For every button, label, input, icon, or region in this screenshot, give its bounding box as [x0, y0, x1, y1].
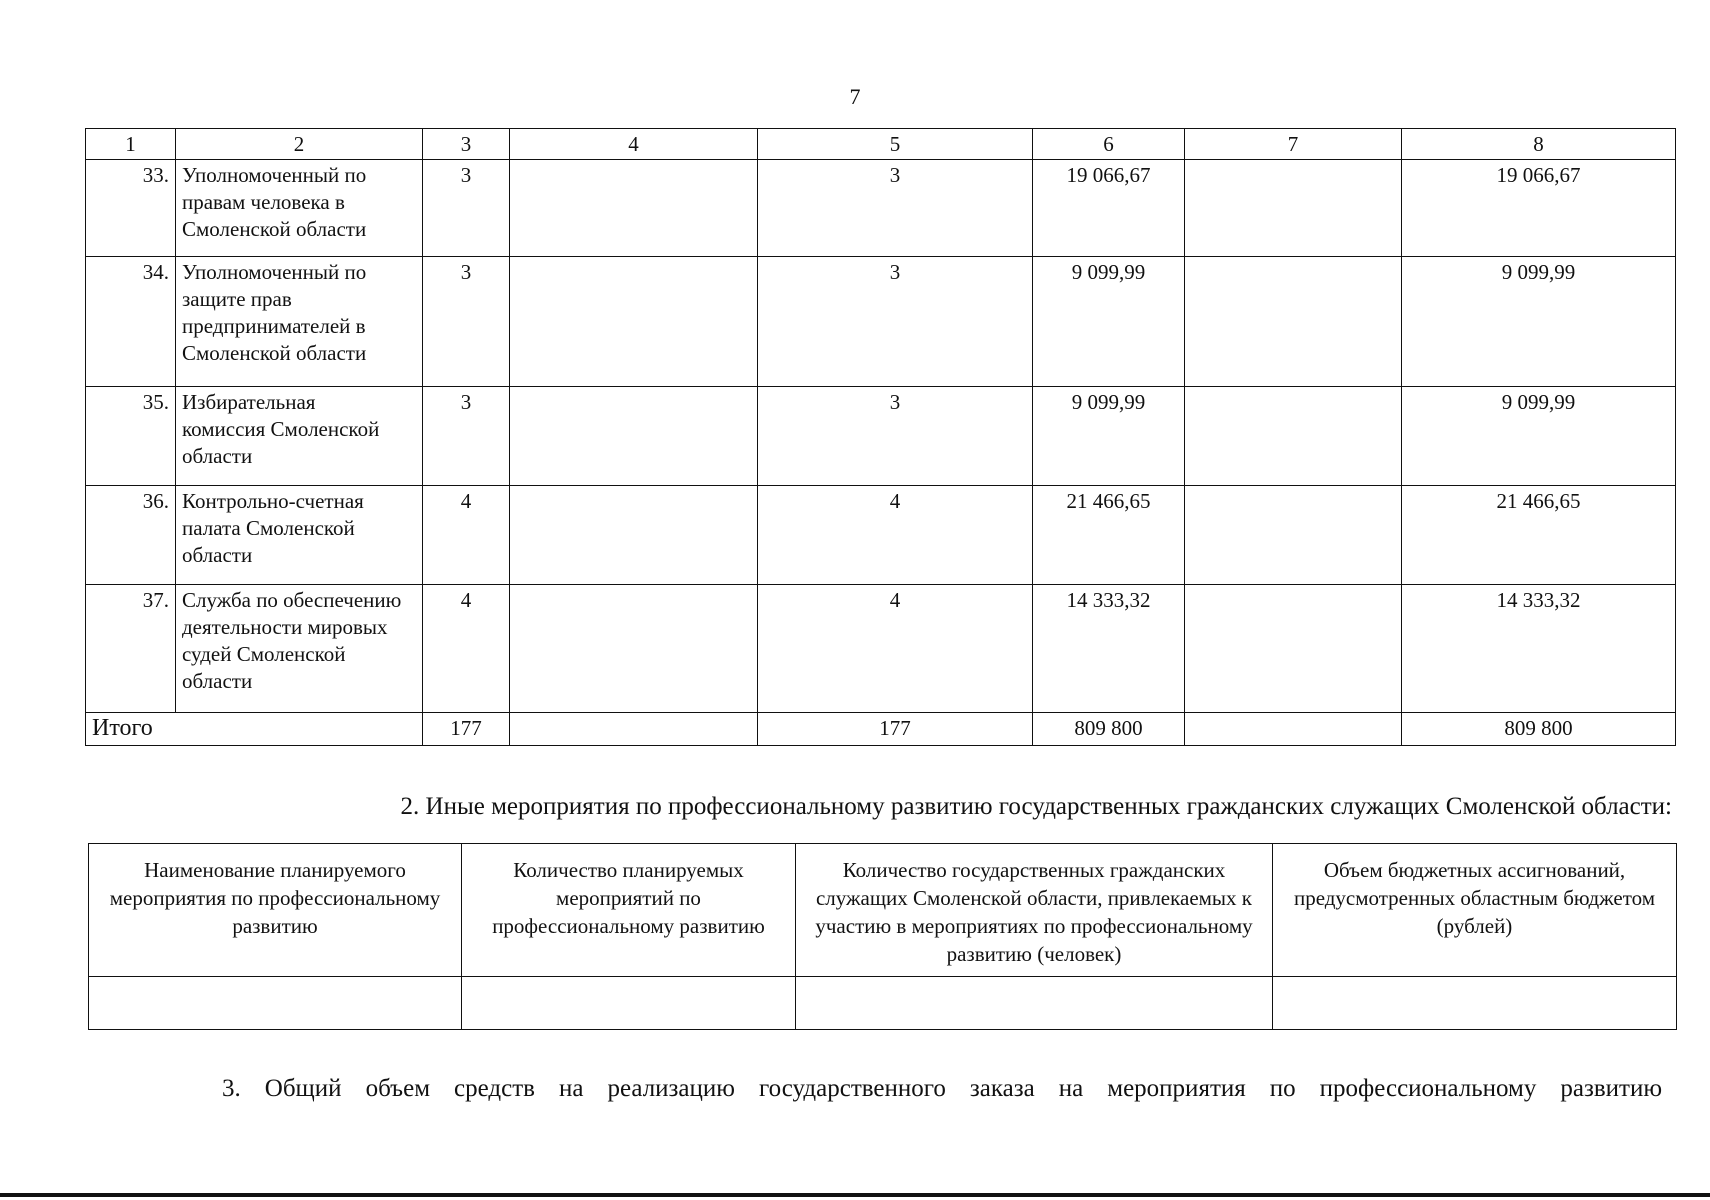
- col7-value: [1185, 257, 1402, 387]
- col5-value: 4: [758, 585, 1033, 713]
- col6-value: 9 099,99: [1033, 387, 1185, 486]
- total-col3: 177: [423, 713, 510, 746]
- header-budget-amount: Объем бюджетных ассигнований, предусмотренных областным бюджетом (рублей): [1273, 844, 1677, 977]
- section-3-paragraph: 3. Общий объем средств на реализацию государственного заказа на мероприятия по профессиональному развитию: [222, 1075, 1662, 1102]
- col8-value: 21 466,65: [1402, 486, 1676, 585]
- col3-value: 3: [423, 257, 510, 387]
- organization-name: [176, 585, 423, 713]
- col5-value: 4: [758, 486, 1033, 585]
- total-row: [86, 713, 1676, 746]
- col4-value: [510, 486, 758, 585]
- other-activities-table: [88, 843, 1677, 1030]
- col6-value: 9 099,99: [1033, 257, 1185, 387]
- col8-value: 19 066,67: [1402, 160, 1676, 257]
- column-number: 7: [1185, 129, 1402, 160]
- row-number: 34.: [86, 257, 176, 387]
- col6-value: 19 066,67: [1033, 160, 1185, 257]
- row-number: 35.: [86, 387, 176, 486]
- col3-value: 4: [423, 486, 510, 585]
- col5-value: 3: [758, 387, 1033, 486]
- organization-name-line: Избирательная: [182, 390, 316, 414]
- organization-name-line: правам человека в: [182, 190, 345, 214]
- header-activity-name: Наименование планируемого мероприятия по профессиональному развитию: [89, 844, 462, 977]
- other-table-header-row: [89, 844, 1677, 977]
- organization-name-line: Контрольно-счетная: [182, 489, 364, 513]
- column-number: 1: [86, 129, 176, 160]
- organization-name-line: области: [182, 669, 253, 693]
- col6-value: 14 333,32: [1033, 585, 1185, 713]
- organization-name-line: комиссия Смоленской: [182, 417, 380, 441]
- column-numbers-row: [86, 129, 1676, 160]
- header-participants-count: Количество государственных гражданских служащих Смоленской области, привлекаемых к участию в мероприятиях по профессиональному развитию (человек): [796, 844, 1273, 977]
- organization-name-line: Смоленской области: [182, 217, 367, 241]
- col8-value: 9 099,99: [1402, 257, 1676, 387]
- row-number: 37.: [86, 585, 176, 713]
- total-col6: 809 800: [1033, 713, 1185, 746]
- empty-cell: [89, 977, 462, 1030]
- table-row: [86, 387, 1676, 486]
- organization-name-line: предпринимателей в: [182, 314, 366, 338]
- organization-name: [176, 387, 423, 486]
- column-number: 6: [1033, 129, 1185, 160]
- col4-value: [510, 257, 758, 387]
- column-number: 8: [1402, 129, 1676, 160]
- col7-value: [1185, 585, 1402, 713]
- empty-cell: [462, 977, 796, 1030]
- table-row: [86, 486, 1676, 585]
- training-allocation-table: [85, 128, 1676, 746]
- section-2-heading: 2. Иные мероприятия по профессиональному развитию государственных гражданских служащих Смоленской области:: [400, 793, 1672, 820]
- organization-name-line: палата Смоленской: [182, 516, 355, 540]
- table-row: [86, 257, 1676, 387]
- organization-name-line: области: [182, 444, 253, 468]
- col4-value: [510, 387, 758, 486]
- organization-name-line: защите прав: [182, 287, 292, 311]
- organization-name-line: деятельности мировых: [182, 615, 388, 639]
- organization-name-line: Служба по обеспечению: [182, 588, 402, 612]
- col3-value: 3: [423, 387, 510, 486]
- row-number: 33.: [86, 160, 176, 257]
- other-table-empty-row: [89, 977, 1677, 1030]
- col7-value: [1185, 387, 1402, 486]
- col4-value: [510, 160, 758, 257]
- organization-name-line: Уполномоченный по: [182, 260, 367, 284]
- empty-cell: [796, 977, 1273, 1030]
- organization-name-line: Уполномоченный по: [182, 163, 367, 187]
- row-number: 36.: [86, 486, 176, 585]
- col3-value: 3: [423, 160, 510, 257]
- organization-name-line: Смоленской области: [182, 341, 367, 365]
- column-number: 5: [758, 129, 1033, 160]
- column-number: 3: [423, 129, 510, 160]
- header-activity-count: Количество планируемых мероприятий по профессиональному развитию: [462, 844, 796, 977]
- organization-name: [176, 257, 423, 387]
- column-number: 2: [176, 129, 423, 160]
- total-col7: [1185, 713, 1402, 746]
- organization-name: [176, 160, 423, 257]
- col6-value: 21 466,65: [1033, 486, 1185, 585]
- table-row: [86, 160, 1676, 257]
- table-row: [86, 585, 1676, 713]
- col7-value: [1185, 486, 1402, 585]
- total-col4: [510, 713, 758, 746]
- organization-name-line: судей Смоленской: [182, 642, 346, 666]
- col5-value: 3: [758, 160, 1033, 257]
- total-label: Итого: [86, 713, 423, 746]
- empty-cell: [1273, 977, 1677, 1030]
- column-number: 4: [510, 129, 758, 160]
- bottom-rule: [0, 1193, 1710, 1197]
- page-number: 7: [849, 84, 861, 109]
- organization-name: [176, 486, 423, 585]
- col8-value: 9 099,99: [1402, 387, 1676, 486]
- col4-value: [510, 585, 758, 713]
- total-col5: 177: [758, 713, 1033, 746]
- col5-value: 3: [758, 257, 1033, 387]
- col7-value: [1185, 160, 1402, 257]
- col8-value: 14 333,32: [1402, 585, 1676, 713]
- organization-name-line: области: [182, 543, 253, 567]
- col3-value: 4: [423, 585, 510, 713]
- total-col8: 809 800: [1402, 713, 1676, 746]
